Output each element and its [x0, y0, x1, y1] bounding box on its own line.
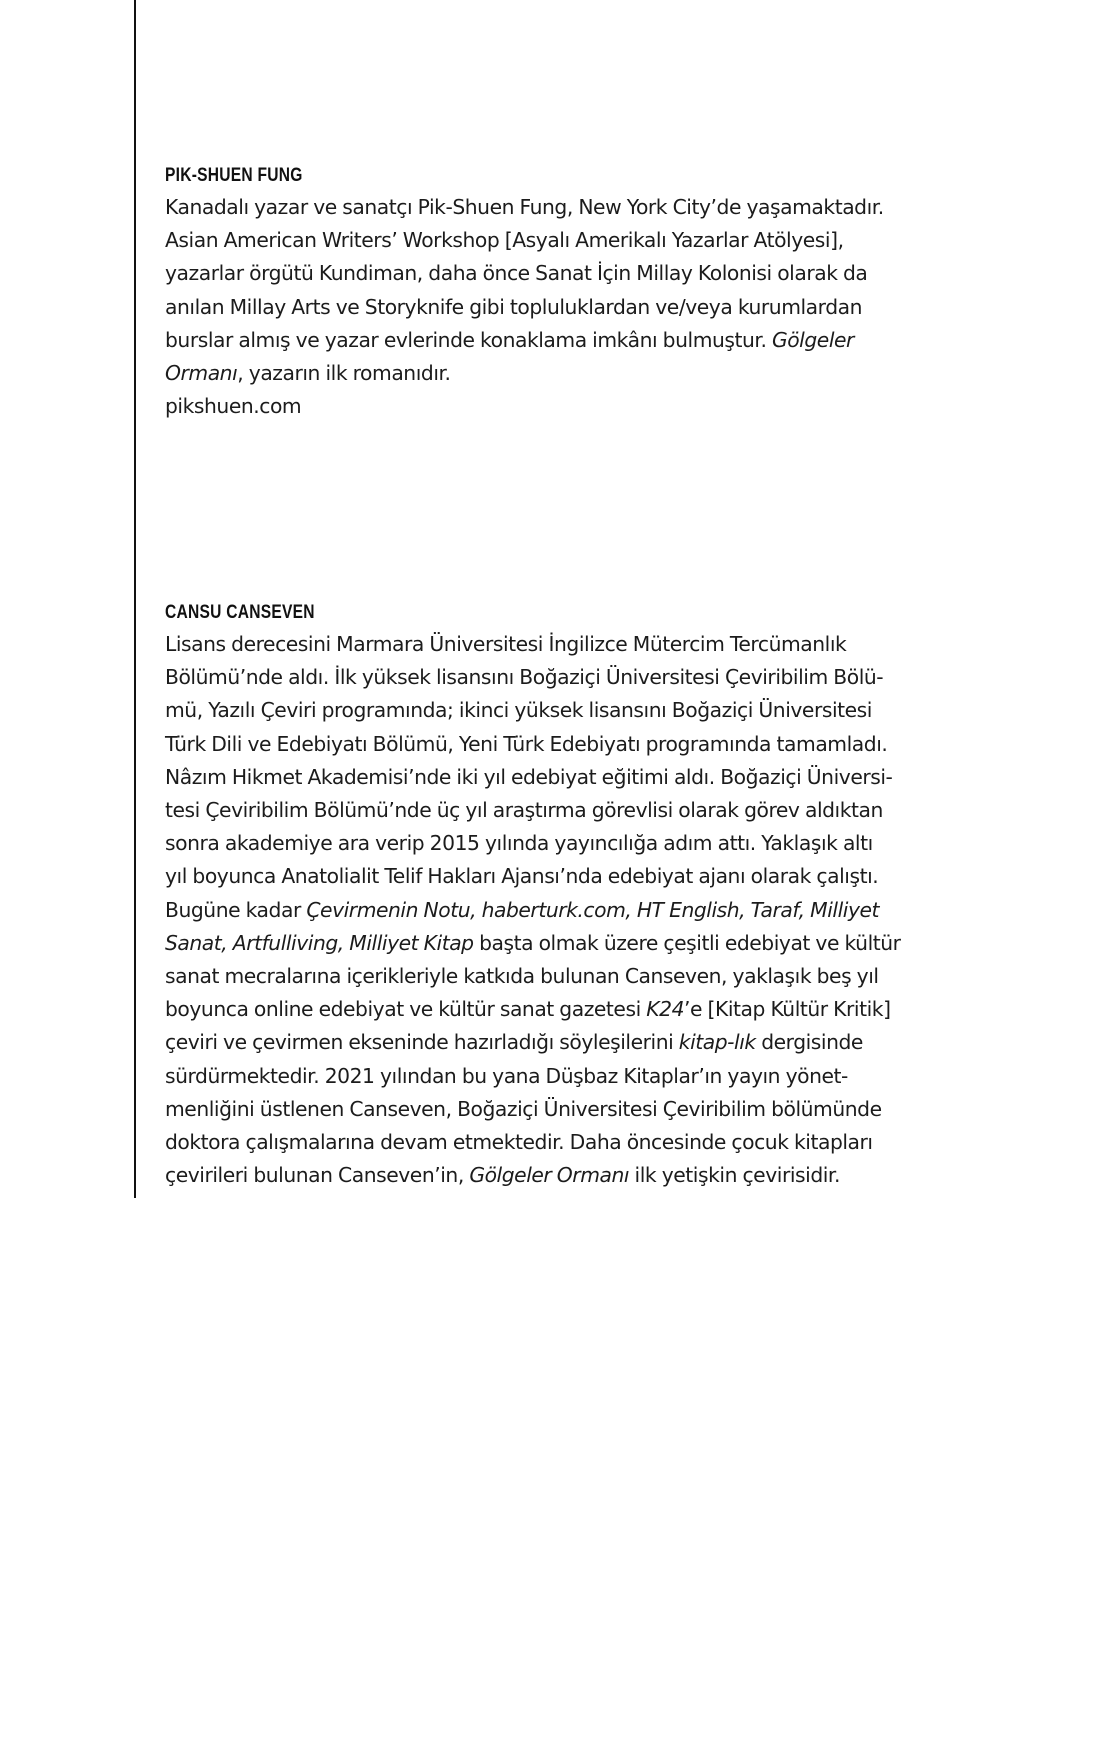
- bio-text-segment: pikshuen.com: [165, 394, 302, 419]
- bio-text-segment: Türk Dili ve Edebiyatı Bölümü, Yeni Türk Edebiyatı programında tamamladı.: [165, 731, 888, 756]
- italic-title: Gölgeler Ormanı: [469, 1163, 630, 1188]
- translator-name: CANSU CANSEVEN: [165, 602, 315, 623]
- bio-line: [165, 1093, 935, 1126]
- bio-line: [165, 694, 935, 727]
- bio-line: [165, 927, 935, 960]
- bio-line: [165, 960, 935, 993]
- bio-text-segment: Lisans derecesini Marmara Üniversitesi İngilizce Mütercim Tercümanlık: [165, 632, 847, 656]
- bio-text-segment: Bugüne kadar: [165, 897, 307, 922]
- bio-line: [165, 1060, 935, 1093]
- bio-line: [165, 224, 935, 257]
- bio-text-segment: sonra akademiye ara verip 2015 yılında yayıncılığa adım attı. Yaklaşık altı: [165, 831, 873, 856]
- bio-translator: [165, 600, 935, 1192]
- italic-title: Ormanı: [165, 361, 238, 386]
- author-name: PIK-SHUEN FUNG: [165, 165, 303, 186]
- bio-line: [165, 324, 935, 357]
- bio-line: [165, 761, 935, 794]
- bio-line: [165, 291, 935, 324]
- bio-text-segment: başta olmak üzere çeşitli edebiyat ve kültür: [473, 930, 901, 955]
- bio-text-segment: , yazarın ilk romanıdır.: [237, 361, 451, 386]
- bio-author: [165, 163, 935, 423]
- bio-text-segment: sürdürmektedir. 2021 yılından bu yana Düşbaz Kitaplar’ın yayın yönet-: [165, 1063, 848, 1088]
- bio-text-segment: mü, Yazılı Çeviri programında; ikinci yüksek lisansını Boğaziçi Üniversitesi: [165, 698, 872, 723]
- author-bio-text: [165, 191, 935, 423]
- bio-text-segment: çevirileri bulunan Canseven’in,: [165, 1163, 470, 1188]
- bio-line: [165, 1126, 935, 1159]
- bio-text-segment: Bölümü’nde aldı. İlk yüksek lisansını Boğaziçi Üniversitesi Çeviribilim Bölü-: [165, 665, 884, 690]
- bio-text-segment: yazarlar örgütü Kundiman, daha önce Sanat İçin Millay Kolonisi olarak da: [165, 261, 868, 286]
- bio-text-segment: ’e [Kitap Kültür Kritik]: [684, 997, 891, 1022]
- bio-line: [165, 860, 935, 893]
- bio-line: [165, 661, 935, 694]
- bio-line: [165, 827, 935, 860]
- bio-text-segment: boyunca online edebiyat ve kültür sanat gazetesi: [165, 997, 647, 1022]
- bio-text-segment: doktora çalışmalarına devam etmektedir. Daha öncesinde çocuk kitapları: [165, 1130, 873, 1155]
- margin-rule: [134, 0, 136, 1198]
- bio-line: [165, 993, 935, 1026]
- bio-line: [165, 794, 935, 827]
- bio-text-segment: burslar almış ve yazar evlerinde konaklama imkânı bulmuştur.: [165, 327, 772, 352]
- bio-text-segment: dergisinde: [755, 1030, 863, 1055]
- bio-text-segment: anılan Millay Arts ve Storyknife gibi topluluklardan ve/veya kurumlardan: [165, 294, 863, 319]
- bio-line: [165, 894, 935, 927]
- bio-line: [165, 1159, 935, 1192]
- bio-text-segment: Kanadalı yazar ve sanatçı Pik-Shuen Fung, New York City’de yaşamaktadır.: [165, 195, 884, 219]
- bio-line: [165, 390, 935, 423]
- italic-title: Sanat, Artfulliving, Milliyet Kitap: [165, 930, 474, 955]
- bio-text-segment: çeviri ve çevirmen ekseninde hazırladığı söyleşilerini: [165, 1030, 679, 1055]
- italic-title: Çevirmenin Notu, haberturk.com, HT English, Taraf, Milliyet: [306, 897, 880, 922]
- bio-line: [165, 257, 935, 290]
- italic-title: K24: [646, 997, 685, 1022]
- bio-text-segment: tesi Çeviribilim Bölümü’nde üç yıl araştırma görevlisi olarak görev aldıktan: [165, 798, 883, 823]
- italic-title: kitap-lık: [678, 1030, 756, 1055]
- bio-line: [165, 1026, 935, 1059]
- bio-text-segment: menliğini üstlenen Canseven, Boğaziçi Üniversitesi Çeviribilim bölümünde: [165, 1096, 882, 1121]
- translator-bio-text: [165, 628, 935, 1192]
- bio-text-segment: sanat mecralarına içerikleriyle katkıda bulunan Canseven, yaklaşık beş yıl: [165, 964, 879, 989]
- bio-line: [165, 628, 935, 661]
- bio-text-segment: Nâzım Hikmet Akademisi’nde iki yıl edebiyat eğitimi aldı. Boğaziçi Üniversi-: [165, 764, 893, 789]
- bio-line: [165, 191, 935, 224]
- bio-text-segment: yıl boyunca Anatolialit Telif Hakları Ajansı’nda edebiyat ajanı olarak çalıştı.: [165, 864, 879, 889]
- bio-line: [165, 357, 935, 390]
- bio-text-segment: ilk yetişkin çevirisidir.: [629, 1163, 840, 1188]
- bio-text-segment: Asian American Writers’ Workshop [Asyalı Amerikalı Yazarlar Atölyesi],: [165, 228, 844, 253]
- italic-title: Gölgeler: [771, 327, 854, 352]
- bio-line: [165, 728, 935, 761]
